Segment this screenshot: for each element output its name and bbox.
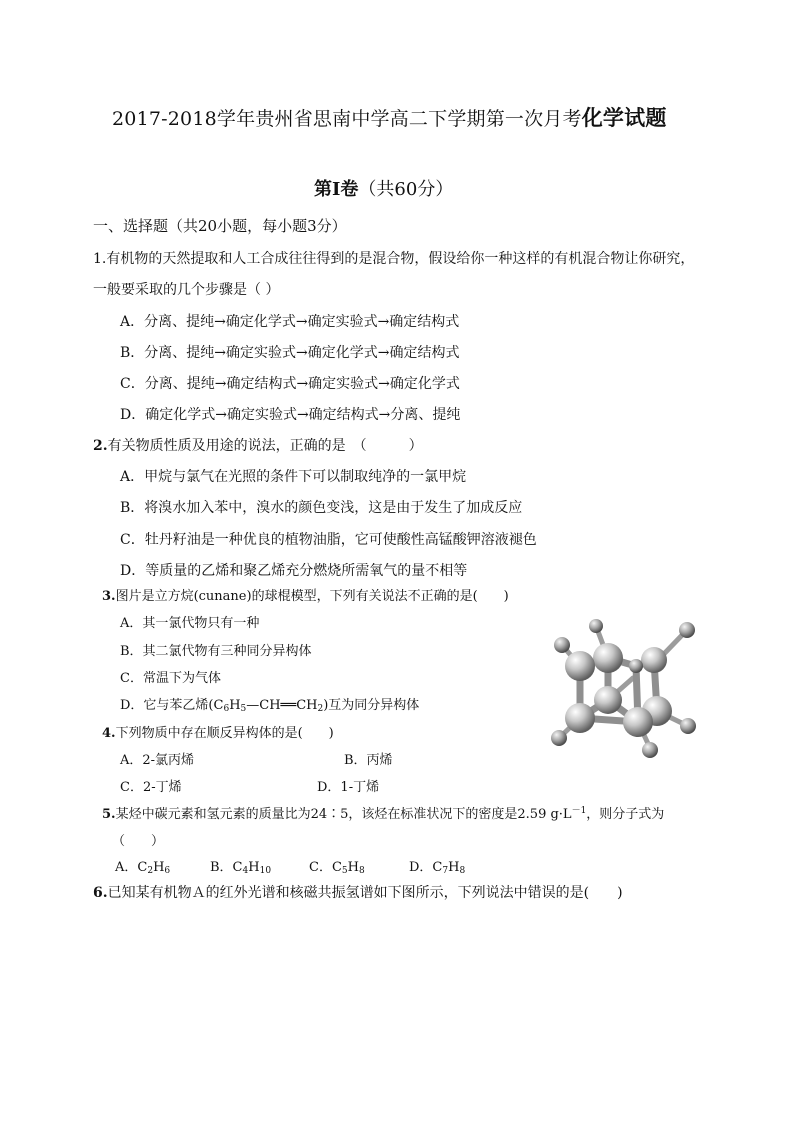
q5-option-b [210,856,271,876]
q4-option-d: D．1-丁烯 [317,780,380,795]
q4-option-c: C．2-丁烯 [120,780,182,795]
q3-d-part: )互为同分异构体 [323,698,420,713]
q4-stem [102,722,334,741]
q3-d-part: H [229,698,241,713]
title-subject: 化学试题 [581,105,667,130]
q5-a-sub: 2 [147,866,154,876]
q5-b-sub: 4 [242,866,249,876]
q2-option-c: C．牡丹籽油是一种优良的植物油脂，它可使酸性高锰酸钾溶液褪色 [120,532,537,548]
q4-option-a: A．2-氯丙烯 [120,753,195,768]
q2-stem-text: 有关物质性质及用途的说法，正确的是 （ ） [107,438,423,454]
q5-b-sub: 10 [259,866,272,876]
q5-d-sub: 8 [459,866,466,876]
q5-a-sub: 6 [164,866,171,876]
q5-number: 5. [102,807,116,822]
q2-stem [93,435,423,455]
q2-option-b: B．将溴水加入苯中，溴水的颜色变浅，这是由于发生了加成反应 [120,500,523,516]
q3-d-sub: 6 [223,704,230,714]
q5-stem-end: ，则分子式为 [586,807,665,822]
q3-option-c: C．常温下为气体 [120,671,221,686]
q3-stem-text: 图片是立方烷(cunane)的球棍模型，下列有关说法不正确的是( ) [115,589,509,604]
q5-option-c [309,856,365,876]
q1-stem-line1 [93,248,694,268]
q2-option-a: A．甲烷与氯气在光照的条件下可以制取纯净的一氯甲烷 [120,469,467,485]
q3-option-a: A．其一氯代物只有一种 [120,616,260,631]
q1-number: 1. [93,251,107,267]
q5-b-part: H [248,860,260,875]
q6-stem [93,882,623,902]
q5-a-part: H [153,860,165,875]
q2-option-d: D．等质量的乙烯和聚乙烯充分燃烧所需氧气的量不相等 [120,563,468,579]
volume-heading [314,175,453,201]
q5-stem-sup: －1 [571,806,587,816]
q4-number: 4. [102,726,116,741]
q1-option-c: C．分离、提纯→确定结构式→确定实验式→确定化学式 [120,376,460,392]
volume-bold: 第Ⅰ卷 [314,179,359,200]
q3-d-part: —CH══CH [246,698,318,713]
q5-a-part: A．C [115,860,148,875]
q2-number: 2. [93,438,108,454]
section-label: 一、选择题（共20小题，每小题3分） [93,217,347,235]
q5-c-sub: 5 [341,866,348,876]
q5-stem-text: 某烃中碳元素和氢元素的质量比为24∶5，该烃在标准状况下的密度是2.59 g·L [115,807,572,822]
q5-c-part: C．C [309,860,342,875]
q5-c-sub: 8 [358,866,365,876]
q3-d-sub: 5 [240,704,247,714]
q5-d-part: H [448,860,460,875]
q4-stem-text: 下列物质中存在顺反异构体的是( ) [115,726,334,741]
q5-d-part: D．C [409,860,443,875]
q5-d-sub: 7 [442,866,449,876]
q5-paren: （ ） [112,834,165,849]
title-prefix: 2017-2018学年贵州省思南中学高二下学期第一次月考 [112,108,582,130]
q1-option-a: A．分离、提纯→确定化学式→确定实验式→确定结构式 [120,314,460,330]
q5-b-part: B．C [210,860,243,875]
q1-stem: 有机物的天然提取和人工合成往往得到的是混合物，假设给你一种这样的有机混合物让你研究， [106,251,695,267]
q6-stem-text: 已知某有机物Ａ的红外光谱和核磁共振氢谱如下图所示，下列说法中错误的是( ) [107,885,623,901]
q3-d-sub: 2 [317,704,324,714]
q4-option-b: B．丙烯 [344,753,393,768]
q1-option-d: D．确定化学式→确定实验式→确定结构式→分离、提纯 [120,407,461,423]
q3-option-d [120,694,419,714]
q3-option-b: B．其二氯代物有三种同分异构体 [120,644,312,659]
q6-number: 6. [93,885,108,901]
q3-d-part: D．它与苯乙烯(C [120,698,224,713]
volume-rest: （共60分） [358,179,454,200]
q3-number: 3. [102,589,116,604]
q1-option-b: B．分离、提纯→确定实验式→确定化学式→确定结构式 [120,345,460,361]
q5-option-a [115,856,170,876]
exam-title [112,102,667,132]
q5-option-d [409,856,465,876]
cubane-ball-and-stick-model [545,618,705,768]
q5-c-part: H [347,860,359,875]
q3-stem [102,585,509,604]
q5-stem [102,803,664,822]
q1-stem-line2: 一般要采取的几个步骤是（ ） [93,282,280,298]
